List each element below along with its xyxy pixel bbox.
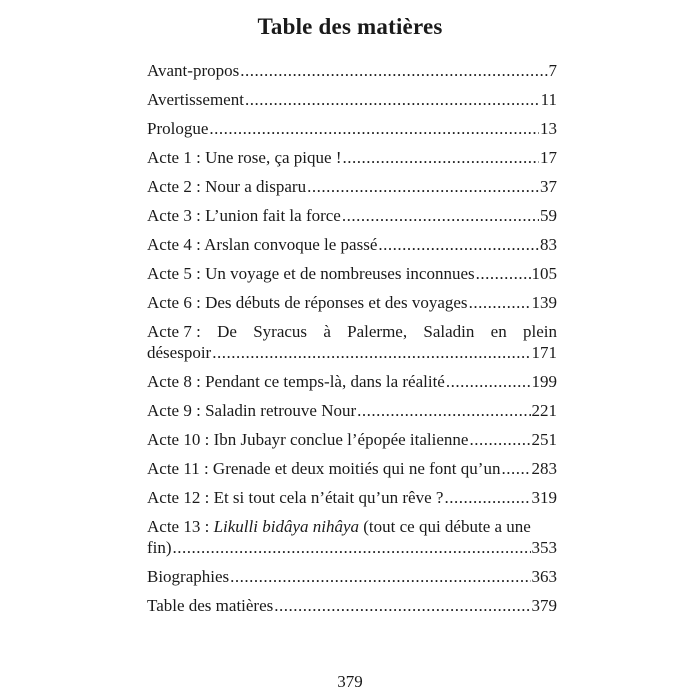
toc-entry-page: 17	[540, 148, 557, 167]
dot-leader	[209, 118, 539, 139]
dot-leader	[378, 234, 539, 255]
toc-entry-page: 251	[531, 430, 557, 449]
toc-word: Syracus	[253, 322, 308, 341]
toc-entry-line-1	[147, 516, 557, 537]
toc-entry-page: 283	[531, 459, 557, 478]
toc-entry-page: 199	[531, 372, 557, 391]
toc-entry-page: 105	[531, 264, 557, 283]
toc-word: en	[490, 322, 507, 341]
toc-entry-prefix: Acte 13 :	[147, 517, 214, 536]
dot-leader	[342, 205, 539, 226]
dot-leader	[274, 595, 530, 616]
toc-entry-acte-10	[147, 429, 557, 450]
dot-leader	[476, 263, 531, 284]
toc-entry-label: Prologue	[147, 119, 209, 138]
toc-entry-label: désespoir	[147, 343, 212, 362]
dot-leader	[501, 458, 530, 479]
toc-entry-acte-3	[147, 205, 557, 226]
toc-entry-page: 171	[531, 343, 557, 362]
toc-entry-label: Table des matières	[147, 596, 274, 615]
toc-entry-avertissement	[147, 89, 557, 110]
toc-entry-acte-5	[147, 263, 557, 284]
toc-word: Saladin	[423, 322, 475, 341]
toc-entry-acte-4	[147, 234, 557, 255]
toc-entry-suffix: (tout ce qui débute a une	[359, 517, 531, 536]
toc-entry-label: Acte 2 : Nour a disparu	[147, 177, 307, 196]
toc-entry-acte-2	[147, 176, 557, 197]
toc-entry-page: 319	[531, 488, 557, 507]
toc-entry-page: 83	[540, 235, 557, 254]
toc-entry-acte-13	[147, 516, 557, 558]
toc-entry-page: 379	[531, 596, 557, 615]
table-of-contents	[147, 60, 557, 624]
toc-entry-page: 139	[531, 293, 557, 312]
toc-entry-page: 363	[531, 567, 557, 586]
toc-entry-label: Avertissement	[147, 90, 244, 109]
toc-entry-page: 11	[540, 90, 557, 109]
toc-entry-label: Acte 8 : Pendant ce temps-là, dans la réalité	[147, 372, 445, 391]
dot-leader	[446, 371, 531, 392]
toc-entry-prologue	[147, 118, 557, 139]
toc-entry-label: Avant-propos	[147, 61, 240, 80]
toc-entry-label: Acte 5 : Un voyage et de nombreuses inconnues	[147, 264, 475, 283]
dot-leader	[240, 60, 547, 81]
dot-leader	[173, 537, 531, 558]
toc-entry-label: Acte 9 : Saladin retrouve Nour	[147, 401, 357, 420]
toc-entry-line-2	[147, 537, 557, 558]
toc-entry-table-des-matieres	[147, 595, 557, 616]
toc-entry-acte-11	[147, 458, 557, 479]
toc-word: Acte 7 :	[147, 322, 201, 341]
toc-entry-acte-9	[147, 400, 557, 421]
toc-word: plein	[523, 322, 557, 341]
toc-word: à	[323, 322, 331, 341]
toc-entry-line-1	[147, 321, 557, 342]
toc-entry-label: Acte 1 : Une rose, ça pique !	[147, 148, 342, 167]
page-number: 379	[337, 672, 363, 691]
dot-leader	[307, 176, 539, 197]
toc-word: Palerme,	[347, 322, 408, 341]
toc-entry-page: 13	[540, 119, 557, 138]
toc-entry-page: 59	[540, 206, 557, 225]
toc-entry-page: 221	[531, 401, 557, 420]
toc-entry-acte-6	[147, 292, 557, 313]
toc-word: De	[217, 322, 237, 341]
toc-entry-label: Acte 12 : Et si tout cela n’était qu’un rêve ?	[147, 488, 444, 507]
toc-entry-label: Acte 6 : Des débuts de réponses et des voyages	[147, 293, 468, 312]
toc-entry-acte-12	[147, 487, 557, 508]
toc-entry-label: Biographies	[147, 567, 230, 586]
toc-entry-label: Acte 3 : L’union fait la force	[147, 206, 341, 225]
toc-entry-label: Acte 11 : Grenade et deux moitiés qui ne font qu’un	[147, 459, 501, 478]
dot-leader	[230, 566, 530, 587]
toc-entry-biographies	[147, 566, 557, 587]
toc-entry-label: fin)	[147, 538, 172, 557]
toc-entry-page: 353	[531, 538, 557, 557]
toc-entry-page: 37	[540, 177, 557, 196]
toc-entry-page: 7	[548, 61, 557, 80]
toc-entry-line-2	[147, 342, 557, 363]
dot-leader	[212, 342, 530, 363]
toc-entry-italic-title: Likulli bidâya nihâya	[213, 517, 360, 536]
dot-leader	[245, 89, 540, 110]
dot-leader	[444, 487, 530, 508]
dot-leader	[342, 147, 539, 168]
page-title: Table des matières	[257, 14, 443, 39]
toc-entry-avant-propos	[147, 60, 557, 81]
toc-entry-label: Acte 4 : Arslan convoque le passé	[147, 235, 378, 254]
toc-entry-acte-7	[147, 321, 557, 363]
toc-entry-acte-8	[147, 371, 557, 392]
dot-leader	[469, 429, 530, 450]
toc-entry-acte-1	[147, 147, 557, 168]
dot-leader	[357, 400, 530, 421]
toc-entry-label: Acte 10 : Ibn Jubayr conclue l’épopée italienne	[147, 430, 469, 449]
dot-leader	[469, 292, 531, 313]
